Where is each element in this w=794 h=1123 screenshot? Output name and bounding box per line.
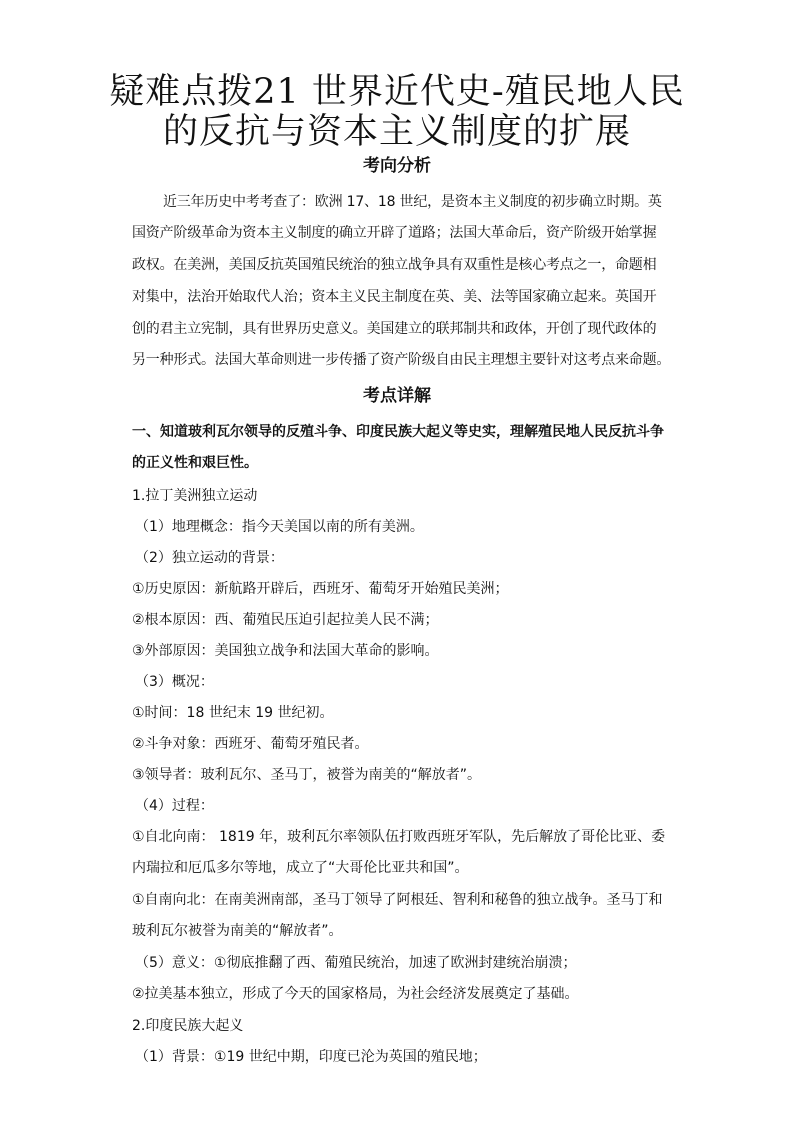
list-item: ②斗争对象：西班牙、葡萄牙殖民者。 [132, 736, 369, 752]
list-item: ②根本原因：西、葡殖民压迫引起拉美人民不满； [132, 612, 439, 628]
list-item: （3）概况： [135, 674, 214, 690]
section-1-heading-line-1: 一、知道玻利瓦尔领导的反殖斗争、印度民族大起义等史实，理解殖民地人民反抗斗争 [132, 424, 664, 440]
analysis-paragraph-line: 政权。在美洲，美国反抗英国殖民统治的独立战争具有双重性是核心考点之一，命题相 [132, 257, 657, 273]
details-heading: 考点详解 [363, 386, 431, 406]
list-item: ③外部原因：美国独立战争和法国大革命的影响。 [132, 643, 439, 659]
list-item: （5）意义：①彻底推翻了西、葡殖民统治，加速了欧洲封建统治崩溃； [135, 955, 577, 971]
analysis-heading: 考向分析 [363, 156, 431, 176]
analysis-paragraph-line: 另一种形式。法国大革命则进一步传播了资产阶级自由民主理想主要针对这考点来命题。 [132, 352, 671, 368]
subsection-heading: 1.拉丁美洲独立运动 [132, 488, 258, 504]
list-item: ①时间：18 世纪末 19 世纪初。 [132, 705, 334, 721]
analysis-paragraph-line: 对集中，法治开始取代人治；资本主义民主制度在英、美、法等国家确立起来。英国开 [132, 289, 657, 305]
analysis-paragraph-line: 创的君主立宪制，具有世界历史意义。美国建立的联邦制共和政体，开创了现代政体的 [132, 321, 657, 337]
list-item: ①自北向南： 1819 年，玻利瓦尔率领队伍打败西班牙军队，先后解放了哥伦比亚、委 [132, 829, 666, 845]
list-item: （4）过程： [135, 798, 214, 814]
document-title-line-1: 疑难点拨21 世界近代史-殖民地人民 [109, 72, 685, 112]
analysis-paragraph-line: 国资产阶级革命为资本主义制度的确立开辟了道路；法国大革命后，资产阶级开始掌握 [132, 225, 657, 241]
document-title-line-2: 的反抗与资本主义制度的扩展 [162, 112, 631, 152]
list-item: ①历史原因：新航路开辟后，西班牙、葡萄牙开始殖民美洲； [132, 581, 509, 597]
subsection-heading: 2.印度民族大起义 [132, 1018, 244, 1034]
list-item: 内瑞拉和厄瓜多尔等地，成立了“大哥伦比亚共和国”。 [132, 860, 469, 876]
list-item: ②拉美基本独立，形成了今天的国家格局，为社会经济发展奠定了基础。 [132, 986, 579, 1002]
list-item: ③领导者：玻利瓦尔、圣马丁，被誉为南美的“解放者”。 [132, 767, 482, 783]
list-item: ①自南向北：在南美洲南部，圣马丁领导了阿根廷、智利和秘鲁的独立战争。圣马丁和 [132, 892, 663, 908]
list-item: （1）背景：①19 世纪中期，印度已沦为英国的殖民地； [135, 1049, 487, 1065]
analysis-paragraph-line: 近三年历史中考考查了：欧洲 17、18 世纪，是资本主义制度的初步确立时期。英 [163, 194, 662, 210]
section-1-heading-line-2: 的正义性和艰巨性。 [132, 455, 258, 471]
list-item: 玻利瓦尔被誉为南美的“解放者”。 [132, 923, 343, 939]
list-item: （1）地理概念：指今天美国以南的所有美洲。 [135, 519, 424, 535]
list-item: （2）独立运动的背景： [135, 550, 284, 566]
